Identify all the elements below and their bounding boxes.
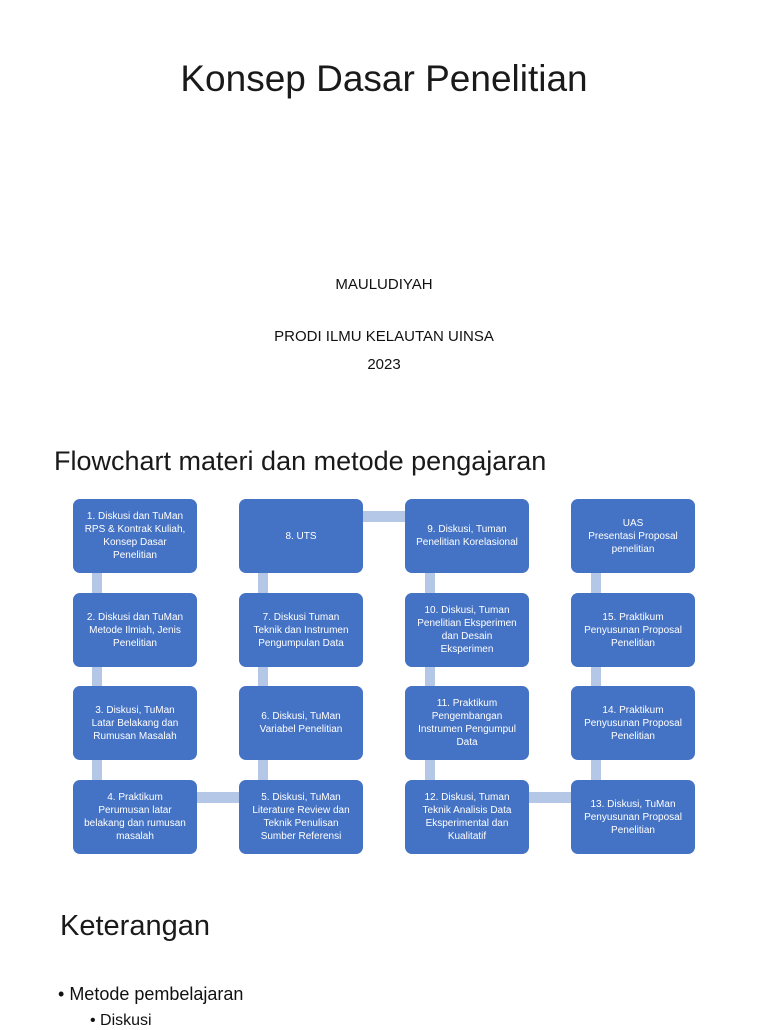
flow-step-15: 15. Praktikum Penyusunan Proposal Penelitian [571,593,695,667]
flow-step-1: 1. Diskusi dan TuMan RPS & Kontrak Kuliah, Konsep Dasar Penelitian [73,499,197,573]
bullet-item [58,984,243,1005]
connector [363,511,405,522]
connector [92,573,102,593]
flow-step-11: 11. Praktikum Pengembangan Instrumen Pengumpul Data [405,686,529,760]
connector [258,667,268,687]
flow-step-5: 5. Diskusi, TuMan Literature Review dan Teknik Penulisan Sumber Referensi [239,780,363,854]
connector [591,667,601,687]
sub-bullet-item [90,1012,152,1030]
connector [529,792,571,803]
connector [425,760,435,780]
flow-step-6: 6. Diskusi, TuMan Variabel Penelitian [239,686,363,760]
flow-step-uas: UAS Presentasi Proposal penelitian [571,499,695,573]
connector [197,792,239,803]
flow-step-2: 2. Diskusi dan TuMan Metode Ilmiah, Jenis Penelitian [73,593,197,667]
bullet-icon: • [58,984,70,1004]
flow-step-12: 12. Diskusi, Tuman Teknik Analisis Data Eksperimental dan Kualitatif [405,780,529,854]
flow-step-13: 13. Diskusi, TuMan Penyusunan Proposal Penelitian [571,780,695,854]
connector [92,760,102,780]
flowchart-heading: Flowchart materi dan metode pengajaran [54,446,547,476]
year-label: 2023 [367,356,401,373]
flow-step-9: 9. Diskusi, Tuman Penelitian Korelasional [405,499,529,573]
keterangan-heading: Keterangan [60,910,210,942]
flow-step-3: 3. Diskusi, TuMan Latar Belakang dan Rumusan Masalah [73,686,197,760]
flow-step-14: 14. Praktikum Penyusunan Proposal Penelitian [571,686,695,760]
connector [425,667,435,687]
flow-step-4: 4. Praktikum Perumusan latar belakang dan rumusan masalah [73,780,197,854]
flow-step-10: 10. Diskusi, Tuman Penelitian Eksperimen dan Desain Eksperimen [405,593,529,667]
author-name: MAULUDIYAH [335,276,433,293]
bullet-text: Metode pembelajaran [69,984,244,1004]
flow-step-7: 7. Diskusi Tuman Teknik dan Instrumen Pengumpulan Data [239,593,363,667]
connector [258,573,268,593]
connector [425,573,435,593]
keterangan-slide [0,880,768,1029]
flow-step-8: 8. UTS [239,499,363,573]
flowchart-slide [0,420,768,880]
slide-title: Konsep Dasar Penelitian [180,58,588,99]
connector [591,760,601,780]
connector [258,760,268,780]
bullet-icon: • [90,1012,101,1029]
connector [591,573,601,593]
sub-bullet-text: Diskusi [100,1012,152,1029]
connector [92,667,102,687]
title-slide [0,0,768,420]
program-name: PRODI ILMU KELAUTAN UINSA [274,328,494,345]
